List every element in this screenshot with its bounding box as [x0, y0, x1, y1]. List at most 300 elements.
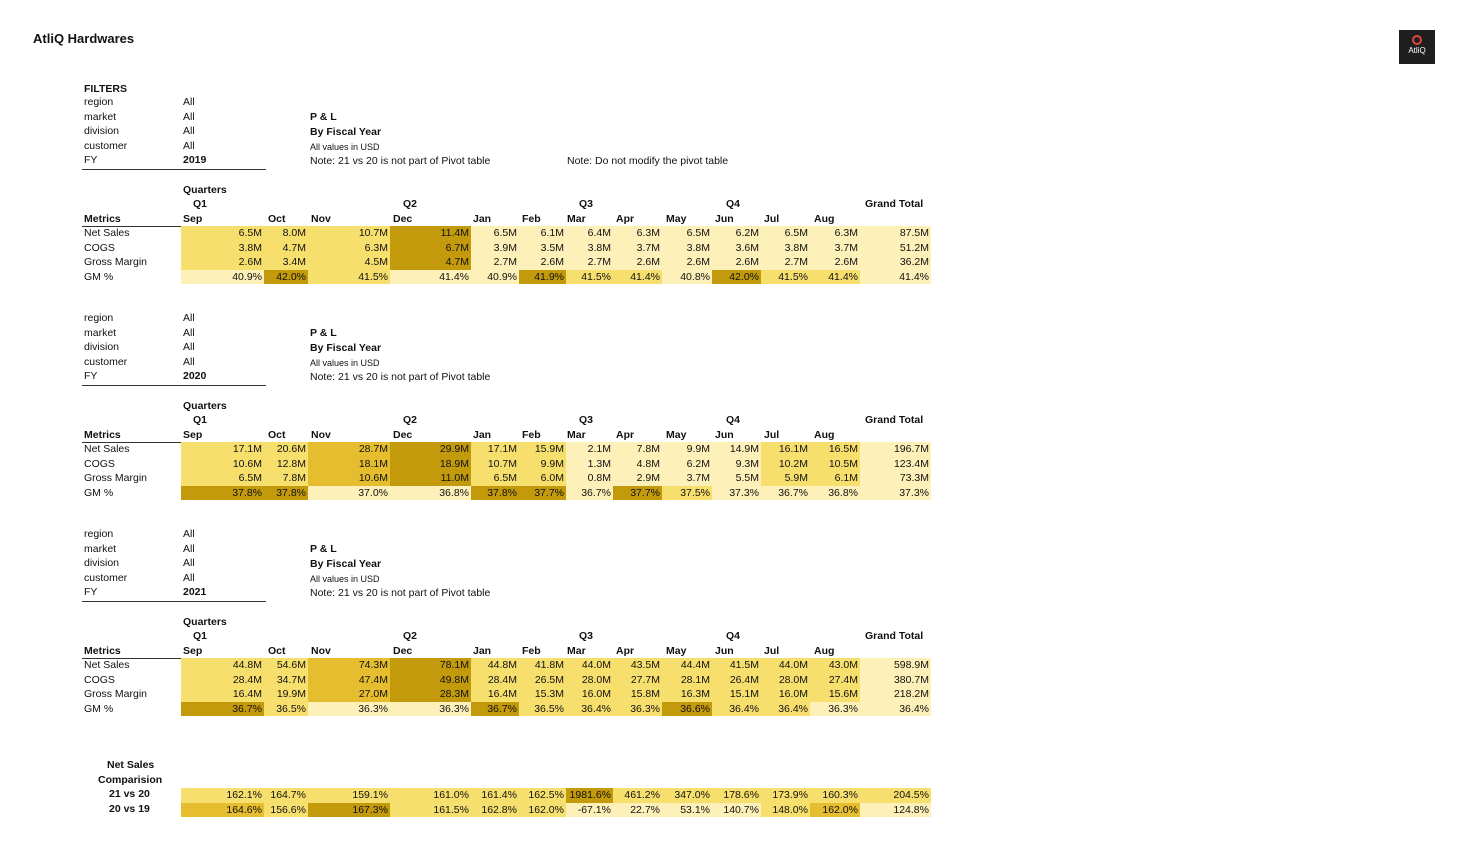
comparison-subtitle: Comparision [98, 774, 163, 786]
filter-underline [82, 601, 266, 602]
comparison-cell[interactable]: 162.5% [519, 788, 566, 803]
value-cell[interactable]: 6.5M [471, 226, 519, 241]
filter-value-region[interactable]: All [183, 312, 195, 324]
value-cell[interactable]: 10.5M [810, 457, 860, 472]
filter-label-region: region [84, 312, 114, 324]
comparison-cell[interactable]: 173.9% [761, 788, 810, 803]
comparison-cell[interactable]: 167.3% [308, 803, 390, 818]
filter-value-customer[interactable]: All [183, 139, 195, 152]
value-cell[interactable]: 36.7% [181, 702, 264, 717]
value-cell[interactable]: 6.5M [471, 471, 519, 486]
value-cell[interactable]: 41.5M [712, 658, 761, 673]
value-cell[interactable]: 36.8% [810, 486, 860, 501]
value-cell[interactable]: 15.1M [712, 687, 761, 702]
value-cell[interactable]: 6.7M [390, 241, 471, 256]
month-aug: Aug [814, 645, 835, 657]
value-cell[interactable]: 41.4% [810, 270, 860, 285]
month-oct: Oct [268, 645, 286, 657]
value-cell[interactable]: 42.0% [712, 270, 761, 285]
value-cell[interactable]: 44.8M [471, 658, 519, 673]
value-cell[interactable]: 36.6% [662, 702, 712, 717]
filter-value-customer[interactable]: All [183, 571, 195, 584]
value-cell[interactable]: 11.0M [390, 471, 471, 486]
comparison-label-1: 20 vs 19 [109, 802, 150, 815]
value-cell[interactable]: 27.7M [613, 673, 662, 688]
value-cell[interactable]: 9.3M [712, 457, 761, 472]
value-cell[interactable]: 36.4% [712, 702, 761, 717]
filter-label-market: market [84, 542, 117, 555]
value-cell[interactable]: 19.9M [264, 687, 308, 702]
month-apr: Apr [616, 213, 635, 225]
value-cell[interactable]: 51.2M [860, 241, 931, 256]
by-fiscal-year: By Fiscal Year [310, 342, 382, 354]
value-cell[interactable]: 16.1M [761, 442, 810, 457]
filter-label-division: division [84, 341, 120, 353]
value-cell[interactable]: 6.0M [519, 471, 566, 486]
value-cell[interactable]: 36.7% [566, 486, 613, 501]
pivot-block-2 [0, 300, 1468, 516]
filter-underline [82, 169, 266, 170]
comparison-cell[interactable]: 161.5% [390, 803, 471, 818]
values-in-usd: All values in USD [310, 574, 380, 584]
value-cell[interactable]: 2.6M [519, 255, 566, 270]
value-cell[interactable]: 2.6M [810, 255, 860, 270]
filter-label-market: market [84, 110, 117, 123]
app-title: AtliQ Hardwares [33, 31, 135, 46]
value-cell[interactable]: 41.4% [390, 270, 471, 285]
filter-label-customer: customer [84, 571, 128, 584]
value-cell[interactable]: 2.7M [471, 255, 519, 270]
value-cell[interactable]: 6.2M [662, 457, 712, 472]
quarters-header: Quarters [183, 184, 227, 196]
month-may: May [666, 429, 687, 441]
value-cell[interactable]: 3.8M [566, 241, 613, 256]
month-oct: Oct [268, 429, 286, 441]
comparison-cell[interactable]: 159.1% [308, 788, 390, 803]
value-cell[interactable]: 2.6M [181, 255, 264, 270]
value-cell[interactable]: 43.0M [810, 658, 860, 673]
value-cell[interactable]: 41.4% [613, 270, 662, 285]
value-cell[interactable]: 36.2M [860, 255, 931, 270]
value-cell[interactable]: 2.6M [613, 255, 662, 270]
quarter-q4: Q4 [726, 630, 741, 642]
value-cell[interactable]: 15.9M [519, 442, 566, 457]
filter-underline [82, 385, 266, 386]
filter-value-division[interactable]: All [183, 557, 195, 569]
filter-label-FY: FY [84, 586, 98, 598]
value-cell[interactable]: 11.4M [390, 226, 471, 241]
value-cell[interactable]: 87.5M [860, 226, 931, 241]
filter-value-FY[interactable]: 2020 [183, 370, 207, 382]
value-cell[interactable]: 36.5% [519, 702, 566, 717]
grand-total-header: Grand Total [865, 198, 924, 210]
value-cell[interactable]: 6.3M [308, 241, 390, 256]
comparison-cell[interactable]: 156.6% [264, 803, 308, 818]
value-cell[interactable]: 9.9M [519, 457, 566, 472]
value-cell[interactable]: 10.2M [761, 457, 810, 472]
month-jan: Jan [473, 645, 492, 657]
value-cell[interactable]: 4.7M [390, 255, 471, 270]
quarter-q1: Q1 [193, 630, 208, 642]
value-cell[interactable]: 2.1M [566, 442, 613, 457]
value-cell[interactable]: 42.0% [264, 270, 308, 285]
value-cell[interactable]: 37.8% [181, 486, 264, 501]
value-cell[interactable]: 28.4M [181, 673, 264, 688]
comparison-title: Net Sales [107, 759, 155, 771]
value-cell[interactable]: 2.7M [761, 255, 810, 270]
value-cell[interactable]: 43.5M [613, 658, 662, 673]
value-cell[interactable]: 41.5% [566, 270, 613, 285]
value-cell[interactable]: 3.9M [471, 241, 519, 256]
month-feb: Feb [522, 213, 541, 225]
value-cell[interactable]: 41.4% [860, 270, 931, 285]
value-cell[interactable]: 123.4M [860, 457, 931, 472]
metric-label-2: Gross Margin [84, 256, 148, 268]
value-cell[interactable]: 36.7% [761, 486, 810, 501]
value-cell[interactable]: 12.8M [264, 457, 308, 472]
filter-value-FY[interactable]: 2019 [183, 154, 207, 166]
comparison-cell[interactable]: 162.1% [181, 788, 264, 803]
atliq-logo [1399, 30, 1435, 64]
metric-label-2: Gross Margin [84, 472, 148, 484]
comparison-cell[interactable]: 22.7% [613, 803, 662, 818]
value-cell[interactable]: 6.2M [712, 226, 761, 241]
logo-mark-icon [1412, 35, 1422, 45]
value-cell[interactable]: 44.0M [761, 658, 810, 673]
value-cell[interactable]: 37.3% [860, 486, 931, 501]
comparison-cell[interactable]: 162.8% [471, 803, 519, 818]
month-jan: Jan [473, 429, 492, 441]
month-apr: Apr [616, 429, 635, 441]
value-cell[interactable]: 10.7M [308, 226, 390, 241]
value-cell[interactable]: 26.4M [712, 673, 761, 688]
value-cell[interactable]: 6.5M [181, 471, 264, 486]
month-jun: Jun [715, 645, 734, 657]
value-cell[interactable]: 16.0M [566, 687, 613, 702]
value-cell[interactable]: 37.5% [662, 486, 712, 501]
value-cell[interactable]: 74.3M [308, 658, 390, 673]
month-dec: Dec [393, 213, 413, 225]
comparison-cell[interactable]: 164.6% [181, 803, 264, 818]
value-cell[interactable]: 78.1M [390, 658, 471, 673]
metrics-header: Metrics [84, 429, 121, 441]
pivot-block-1 [0, 84, 1468, 300]
note-do-not-modify: Note: Do not modify the pivot table [567, 155, 729, 167]
value-cell[interactable]: 36.3% [308, 702, 390, 717]
value-cell[interactable]: 4.7M [264, 241, 308, 256]
filter-value-market[interactable]: All [183, 542, 195, 555]
metric-label-1: COGS [84, 457, 115, 470]
value-cell[interactable]: 37.8% [264, 486, 308, 501]
filter-value-FY[interactable]: 2021 [183, 586, 207, 598]
filter-value-customer[interactable]: All [183, 355, 195, 368]
value-cell[interactable]: 36.7% [471, 702, 519, 717]
month-apr: Apr [616, 645, 635, 657]
comparison-label-0: 21 vs 20 [109, 788, 150, 800]
month-jun: Jun [715, 213, 734, 225]
month-feb: Feb [522, 645, 541, 657]
month-dec: Dec [393, 645, 413, 657]
comparison-cell[interactable]: -67.1% [566, 803, 613, 818]
month-nov: Nov [311, 213, 331, 225]
filter-value-division[interactable]: All [183, 125, 195, 137]
metric-label-0: Net Sales [84, 659, 130, 671]
month-nov: Nov [311, 429, 331, 441]
comparison-cell[interactable]: 461.2% [613, 788, 662, 803]
comparison-cell[interactable]: 53.1% [662, 803, 712, 818]
comparison-cell[interactable]: 1981.6% [566, 788, 613, 803]
quarter-q2: Q2 [403, 414, 418, 426]
value-cell[interactable]: 5.9M [761, 471, 810, 486]
value-cell[interactable]: 7.8M [613, 442, 662, 457]
value-cell[interactable]: 40.8% [662, 270, 712, 285]
value-cell[interactable]: 36.4% [860, 702, 931, 717]
value-cell[interactable]: 34.7M [264, 673, 308, 688]
value-cell[interactable]: 20.6M [264, 442, 308, 457]
values-in-usd: All values in USD [310, 358, 380, 368]
month-jul: Jul [764, 645, 780, 657]
value-cell[interactable]: 37.0% [308, 486, 390, 501]
logo-text: AtliQ [1408, 46, 1426, 55]
value-cell[interactable]: 28.1M [662, 673, 712, 688]
metrics-header: Metrics [84, 645, 121, 657]
month-mar: Mar [567, 213, 586, 225]
note-pivot: Note: 21 vs 20 is not part of Pivot table [310, 371, 491, 383]
value-cell[interactable]: 3.8M [662, 241, 712, 256]
value-cell[interactable]: 3.8M [181, 241, 264, 256]
value-cell[interactable]: 5.5M [712, 471, 761, 486]
value-cell[interactable]: 380.7M [860, 673, 931, 688]
value-cell[interactable]: 14.9M [712, 442, 761, 457]
quarter-q3: Q3 [579, 630, 594, 642]
grand-total-header: Grand Total [865, 630, 924, 642]
value-cell[interactable]: 16.5M [810, 442, 860, 457]
comparison-cell[interactable]: 160.3% [810, 788, 860, 803]
value-cell[interactable]: 3.6M [712, 241, 761, 256]
value-cell[interactable]: 37.8% [471, 486, 519, 501]
value-cell[interactable]: 44.0M [566, 658, 613, 673]
value-cell[interactable]: 41.9% [519, 270, 566, 285]
month-mar: Mar [567, 429, 586, 441]
comparison-cell[interactable]: 161.0% [390, 788, 471, 803]
value-cell[interactable]: 44.4M [662, 658, 712, 673]
filter-label-FY: FY [84, 154, 98, 166]
filter-label-region: region [84, 96, 114, 108]
value-cell[interactable]: 40.9% [181, 270, 264, 285]
value-cell[interactable]: 1.3M [566, 457, 613, 472]
comparison-cell[interactable]: 162.0% [810, 803, 860, 818]
value-cell[interactable]: 73.3M [860, 471, 931, 486]
month-aug: Aug [814, 429, 835, 441]
quarter-q2: Q2 [403, 198, 418, 210]
value-cell[interactable]: 6.1M [810, 471, 860, 486]
quarter-q3: Q3 [579, 414, 594, 426]
comparison-cell[interactable]: 161.4% [471, 788, 519, 803]
value-cell[interactable]: 36.8% [390, 486, 471, 501]
value-cell[interactable]: 28.7M [308, 442, 390, 457]
metric-label-1: COGS [84, 673, 115, 686]
pivot-block-3 [0, 516, 1468, 732]
value-cell[interactable]: 7.8M [264, 471, 308, 486]
value-cell[interactable]: 28.0M [761, 673, 810, 688]
value-cell[interactable]: 49.8M [390, 673, 471, 688]
comparison-cell[interactable]: 124.8% [860, 803, 931, 818]
month-mar: Mar [567, 645, 586, 657]
value-cell[interactable]: 3.7M [662, 471, 712, 486]
month-nov: Nov [311, 645, 331, 657]
value-cell[interactable]: 15.6M [810, 687, 860, 702]
pl-heading: P & L [310, 327, 337, 339]
value-cell[interactable]: 4.8M [613, 457, 662, 472]
note-pivot: Note: 21 vs 20 is not part of Pivot table [310, 587, 491, 599]
month-sep: Sep [183, 645, 203, 657]
value-cell[interactable]: 27.4M [810, 673, 860, 688]
filter-label-division: division [84, 125, 120, 137]
pl-heading: P & L [310, 543, 337, 555]
value-cell[interactable]: 2.6M [662, 255, 712, 270]
value-cell[interactable]: 6.5M [761, 226, 810, 241]
filter-label-customer: customer [84, 355, 128, 368]
value-cell[interactable]: 17.1M [181, 442, 264, 457]
value-cell[interactable]: 41.8M [519, 658, 566, 673]
pl-heading: P & L [310, 111, 337, 123]
quarter-q2: Q2 [403, 630, 418, 642]
month-sep: Sep [183, 213, 203, 225]
month-jul: Jul [764, 429, 780, 441]
filter-label-division: division [84, 557, 120, 569]
comparison-cell[interactable]: 162.0% [519, 803, 566, 818]
filter-value-region[interactable]: All [183, 96, 195, 108]
value-cell[interactable]: 196.7M [860, 442, 931, 457]
comparison-cell[interactable]: 178.6% [712, 788, 761, 803]
value-cell[interactable]: 16.4M [471, 687, 519, 702]
value-cell[interactable]: 6.5M [181, 226, 264, 241]
value-cell[interactable]: 37.3% [712, 486, 761, 501]
comparison-cell[interactable]: 204.5% [860, 788, 931, 803]
value-cell[interactable]: 10.7M [471, 457, 519, 472]
value-cell[interactable]: 6.5M [662, 226, 712, 241]
value-cell[interactable]: 6.1M [519, 226, 566, 241]
comparison-cell[interactable]: 347.0% [662, 788, 712, 803]
metric-label-0: Net Sales [84, 227, 130, 239]
values-in-usd: All values in USD [310, 142, 380, 152]
quarter-q1: Q1 [193, 198, 208, 210]
value-cell[interactable]: 3.7M [613, 241, 662, 256]
filter-label-region: region [84, 528, 114, 540]
month-sep: Sep [183, 429, 203, 441]
value-cell[interactable]: 27.0M [308, 687, 390, 702]
value-cell[interactable]: 6.3M [613, 226, 662, 241]
value-cell[interactable]: 16.3M [662, 687, 712, 702]
month-jul: Jul [764, 213, 780, 225]
value-cell[interactable]: 36.3% [810, 702, 860, 717]
value-cell[interactable]: 36.4% [761, 702, 810, 717]
value-cell[interactable]: 2.6M [712, 255, 761, 270]
value-cell[interactable]: 4.5M [308, 255, 390, 270]
value-cell[interactable]: 47.4M [308, 673, 390, 688]
value-cell[interactable]: 218.2M [860, 687, 931, 702]
value-cell[interactable]: 15.8M [613, 687, 662, 702]
value-cell[interactable]: 36.3% [613, 702, 662, 717]
month-jan: Jan [473, 213, 492, 225]
by-fiscal-year: By Fiscal Year [310, 558, 382, 570]
value-cell[interactable]: 18.9M [390, 457, 471, 472]
value-cell[interactable]: 28.3M [390, 687, 471, 702]
value-cell[interactable]: 16.0M [761, 687, 810, 702]
value-cell[interactable]: 26.5M [519, 673, 566, 688]
filter-value-market[interactable]: All [183, 110, 195, 123]
quarters-header: Quarters [183, 616, 227, 628]
value-cell[interactable]: 6.4M [566, 226, 613, 241]
month-dec: Dec [393, 429, 413, 441]
value-cell[interactable]: 41.5% [761, 270, 810, 285]
quarters-header: Quarters [183, 400, 227, 412]
value-cell[interactable]: 16.4M [181, 687, 264, 702]
value-cell[interactable]: 44.8M [181, 658, 264, 673]
value-cell[interactable]: 2.9M [613, 471, 662, 486]
by-fiscal-year: By Fiscal Year [310, 126, 382, 138]
value-cell[interactable]: 9.9M [662, 442, 712, 457]
month-aug: Aug [814, 213, 835, 225]
value-cell[interactable]: 3.8M [761, 241, 810, 256]
value-cell[interactable]: 3.5M [519, 241, 566, 256]
grand-total-header: Grand Total [865, 414, 924, 426]
value-cell[interactable]: 8.0M [264, 226, 308, 241]
value-cell[interactable]: 2.7M [566, 255, 613, 270]
value-cell[interactable]: 41.5% [308, 270, 390, 285]
value-cell[interactable]: 40.9% [471, 270, 519, 285]
value-cell[interactable]: 3.4M [264, 255, 308, 270]
value-cell[interactable]: 15.3M [519, 687, 566, 702]
metric-label-3: GM % [84, 702, 114, 715]
metrics-header: Metrics [84, 213, 121, 225]
filter-value-market[interactable]: All [183, 326, 195, 339]
filter-value-region[interactable]: All [183, 528, 195, 540]
value-cell[interactable]: 18.1M [308, 457, 390, 472]
month-jun: Jun [715, 429, 734, 441]
filter-label-FY: FY [84, 370, 98, 382]
filter-value-division[interactable]: All [183, 341, 195, 353]
value-cell[interactable]: 36.4% [566, 702, 613, 717]
value-cell[interactable]: 36.3% [390, 702, 471, 717]
value-cell[interactable]: 6.3M [810, 226, 860, 241]
value-cell[interactable]: 0.8M [566, 471, 613, 486]
comparison-cell[interactable]: 140.7% [712, 803, 761, 818]
value-cell[interactable]: 54.6M [264, 658, 308, 673]
comparison-cell[interactable]: 164.7% [264, 788, 308, 803]
month-may: May [666, 213, 687, 225]
quarter-q3: Q3 [579, 198, 594, 210]
value-cell[interactable]: 3.7M [810, 241, 860, 256]
value-cell[interactable]: 598.9M [860, 658, 931, 673]
value-cell[interactable]: 17.1M [471, 442, 519, 457]
value-cell[interactable]: 29.9M [390, 442, 471, 457]
metric-label-2: Gross Margin [84, 688, 148, 700]
value-cell[interactable]: 10.6M [181, 457, 264, 472]
value-cell[interactable]: 37.7% [613, 486, 662, 501]
value-cell[interactable]: 10.6M [308, 471, 390, 486]
value-cell[interactable]: 36.5% [264, 702, 308, 717]
metric-label-1: COGS [84, 241, 115, 254]
metric-label-3: GM % [84, 270, 114, 283]
quarter-q4: Q4 [726, 198, 741, 210]
value-cell[interactable]: 28.0M [566, 673, 613, 688]
filters-heading: FILTERS [84, 83, 127, 95]
metric-label-3: GM % [84, 486, 114, 499]
value-cell[interactable]: 37.7% [519, 486, 566, 501]
comparison-cell[interactable]: 148.0% [761, 803, 810, 818]
value-cell[interactable]: 28.4M [471, 673, 519, 688]
